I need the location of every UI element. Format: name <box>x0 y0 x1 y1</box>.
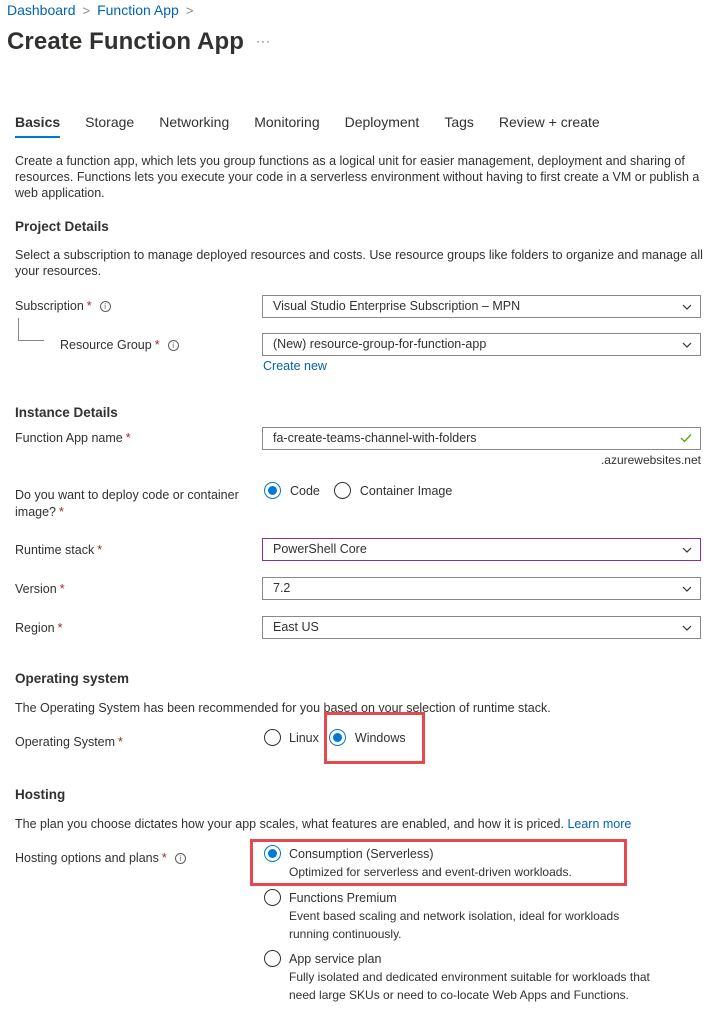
plan-option-app-service[interactable] <box>264 950 281 972</box>
required-asterisk: * <box>86 299 92 313</box>
required-asterisk: * <box>125 431 131 445</box>
region-value: East US <box>273 620 319 634</box>
version-label-text: Version <box>15 582 57 596</box>
intro-text: Create a function app, which lets you group functions as a logical unit for easier management, deployment and sharing of resources. Functions lets you execute your code in a serverless environment without having to first create a VM or publish a web application. <box>15 154 700 200</box>
learn-more-link[interactable]: Learn more <box>567 817 632 831</box>
deploy-radio-group <box>264 482 452 499</box>
consumption-plan-description: Optimized for serverless and event-driven workloads. <box>289 865 572 879</box>
subscription-label-text: Subscription <box>15 299 84 313</box>
functions-premium-radio[interactable] <box>264 889 281 906</box>
operating-system-label <box>15 735 123 749</box>
instance-details-heading: Instance Details <box>15 405 118 420</box>
info-icon[interactable]: i <box>175 853 186 864</box>
subscription-select[interactable] <box>262 295 701 318</box>
hosting-description <box>15 816 710 832</box>
project-details-heading: Project Details <box>15 219 109 234</box>
tab-networking[interactable]: Networking <box>159 114 230 130</box>
page-title: Create Function App <box>7 28 245 55</box>
subscription-label <box>15 299 111 313</box>
create-new-link[interactable]: Create new <box>263 359 327 373</box>
chevron-down-icon <box>682 340 692 350</box>
region-label <box>15 621 63 635</box>
hosting-plans-label <box>15 851 186 865</box>
subscription-value: Visual Studio Enterprise Subscription – MPN <box>273 299 521 313</box>
function-app-name-label-text: Function App name <box>15 431 123 445</box>
function-app-name-value: fa-create-teams-channel-with-folders <box>273 431 477 445</box>
app-service-plan-radio[interactable] <box>264 950 281 967</box>
tab-tags[interactable]: Tags <box>444 114 474 130</box>
resource-group-select[interactable] <box>262 333 701 356</box>
resource-group-label-text: Resource Group <box>60 338 152 352</box>
code-radio[interactable] <box>264 482 281 499</box>
operating-system-label-text: Operating System <box>15 735 116 749</box>
tab-review-create[interactable]: Review + create <box>498 114 600 130</box>
version-label <box>15 582 65 596</box>
chevron-right-icon: > <box>82 2 91 18</box>
deploy-label-text: Do you want to deploy code or container image? <box>15 488 239 519</box>
tree-connector <box>18 318 44 341</box>
version-value: 7.2 <box>273 581 291 595</box>
operating-system-description: The Operating System has been recommended for you based on your selection of runtime stack. <box>15 701 551 715</box>
info-icon[interactable]: i <box>168 340 179 351</box>
required-asterisk: * <box>154 338 160 352</box>
chevron-down-icon <box>682 545 692 555</box>
chevron-right-icon: > <box>185 2 194 18</box>
deploy-label <box>15 487 255 521</box>
windows-option-label[interactable]: Windows <box>354 730 406 745</box>
plan-option-premium[interactable] <box>264 889 281 911</box>
container-image-radio[interactable] <box>334 482 351 499</box>
code-option-label[interactable]: Code <box>290 483 320 498</box>
runtime-stack-label <box>15 543 102 557</box>
info-icon[interactable]: i <box>100 301 111 312</box>
function-app-name-input[interactable] <box>262 427 701 450</box>
highlight-box-windows <box>324 712 425 764</box>
region-select[interactable] <box>262 616 701 639</box>
runtime-stack-select[interactable] <box>262 538 701 561</box>
functions-premium-plan-name[interactable]: Functions Premium <box>289 891 397 905</box>
tab-basics[interactable]: Basics <box>15 114 60 138</box>
functions-premium-plan-description: Event based scaling and network isolation, ideal for workloads <box>289 909 620 923</box>
app-service-plan-name[interactable]: App service plan <box>289 952 382 966</box>
chevron-down-icon <box>682 584 692 594</box>
required-asterisk: * <box>59 582 65 596</box>
required-asterisk: * <box>97 543 103 557</box>
required-asterisk: * <box>59 505 64 519</box>
hosting-heading: Hosting <box>15 787 66 802</box>
required-asterisk: * <box>57 621 63 635</box>
tab-deployment[interactable]: Deployment <box>344 114 420 130</box>
tab-monitoring[interactable]: Monitoring <box>254 114 320 130</box>
linux-radio[interactable] <box>264 729 281 746</box>
container-image-option-label[interactable]: Container Image <box>359 483 453 498</box>
hosting-plans-label-text: Hosting options and plans <box>15 851 159 865</box>
more-options-icon[interactable]: ··· <box>256 34 271 48</box>
resource-group-value: (New) resource-group-for-function-app <box>273 337 487 351</box>
linux-option-label[interactable]: Linux <box>289 730 319 745</box>
operating-system-heading: Operating system <box>15 671 130 686</box>
runtime-stack-label-text: Runtime stack <box>15 543 95 557</box>
domain-suffix: .azurewebsites.net <box>600 453 701 467</box>
highlight-box-consumption <box>250 839 627 886</box>
resource-group-label <box>60 338 179 352</box>
tab-storage[interactable]: Storage <box>85 114 135 130</box>
version-select[interactable] <box>262 577 701 600</box>
breadcrumb <box>7 2 200 18</box>
hosting-description-text: The plan you choose dictates how your app scales, what features are enabled, and how it is priced. <box>15 817 564 831</box>
app-service-plan-description: Fully isolated and dedicated environment suitable for workloads that <box>289 970 650 984</box>
tab-bar <box>15 114 625 138</box>
app-service-plan-description-2: need large SKUs or need to co-locate Web Apps and Functions. <box>289 988 629 1002</box>
function-app-name-label <box>15 431 131 445</box>
chevron-down-icon <box>682 302 692 312</box>
chevron-down-icon <box>682 623 692 633</box>
functions-premium-plan-description-2: running continuously. <box>289 927 402 941</box>
checkmark-icon <box>680 433 692 443</box>
runtime-stack-value: PowerShell Core <box>273 542 367 556</box>
consumption-plan-name[interactable]: Consumption (Serverless) <box>289 847 434 861</box>
required-asterisk: * <box>161 851 167 865</box>
breadcrumb-function-app[interactable]: Function App <box>97 2 179 18</box>
project-details-description: Select a subscription to manage deployed resources and costs. Use resource groups like folders to organize and manage all your resources. <box>15 248 703 278</box>
breadcrumb-dashboard[interactable]: Dashboard <box>7 2 76 18</box>
required-asterisk: * <box>118 735 123 749</box>
region-label-text: Region <box>15 621 55 635</box>
